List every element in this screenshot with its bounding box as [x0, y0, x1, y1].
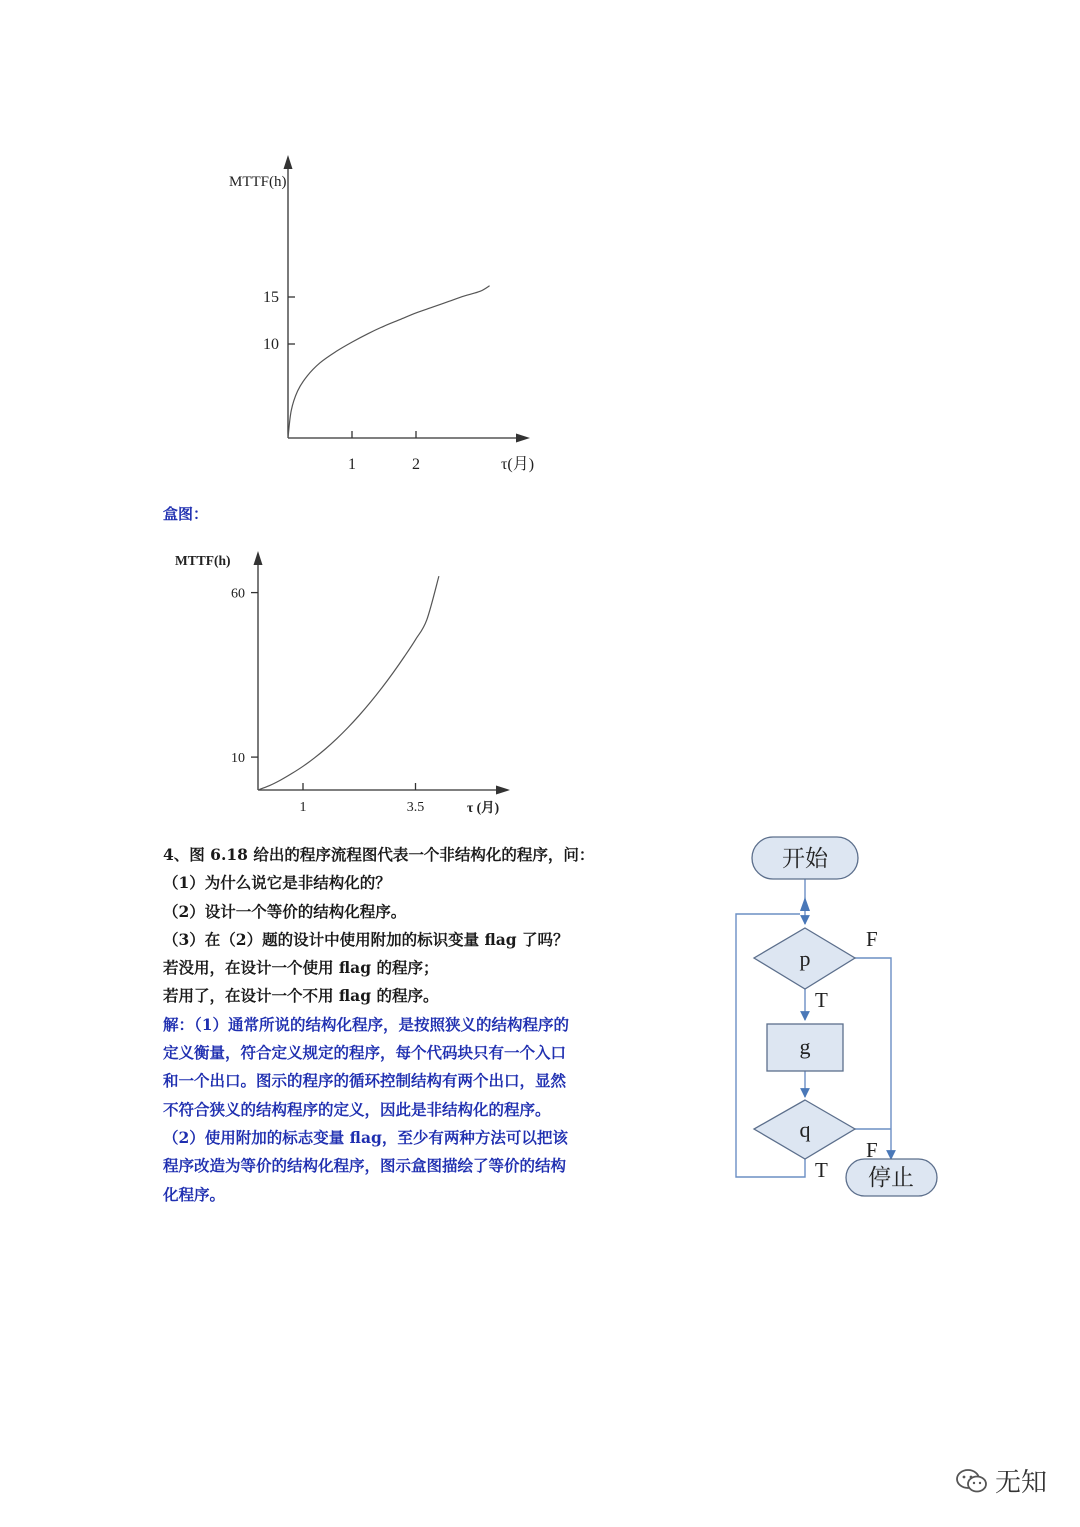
start-label: 开始 [782, 846, 828, 872]
chart1-ytick-label: 10 [263, 336, 279, 353]
decision-q-label: q [799, 1117, 811, 1142]
chart2-ytick-label: 10 [231, 751, 245, 767]
nassi-shneiderman-label: 盒图： [163, 505, 209, 523]
answer-line: 不符合狭义的结构程序的定义，因此是非结构化的程序。 [163, 1099, 551, 1119]
watermark-text: 无知 [995, 1468, 1048, 1498]
stop-label: 停止 [868, 1165, 914, 1191]
question-line: 若用了，在设计一个不用 flag 的程序。 [163, 986, 439, 1006]
chart2-ytick-label: 60 [231, 586, 245, 602]
answer-line: （2）使用附加的标志变量 flag，至少有两种方法可以把该 [163, 1127, 568, 1147]
q-false-label: F [866, 1138, 878, 1162]
chart1-xtick-label: 2 [412, 456, 420, 473]
answer-line: 程序改造为等价的结构化程序，图示盒图描绘了等价的结构 [163, 1156, 567, 1176]
p-true-label: T [815, 988, 828, 1012]
p-false-label: F [866, 927, 878, 951]
wechat-icon [955, 1467, 989, 1495]
chart1-xlabel: τ(月) [501, 456, 535, 473]
answer-line: 定义衡量，符合定义规定的程序，每个代码块只有一个入口 [163, 1043, 567, 1063]
answer-line: 和一个出口。图示的程序的循环控制结构有两个出口，显然 [163, 1071, 567, 1091]
decision-p-label: p [799, 946, 811, 971]
process-g-label: g [799, 1034, 811, 1059]
answer-line: 化程序。 [163, 1184, 226, 1204]
chart2-xlabel: τ (月) [467, 800, 500, 815]
decision-q [754, 1100, 855, 1159]
question-line: （2）设计一个等价的结构化程序。 [163, 901, 407, 921]
start-node [752, 837, 858, 879]
q-true-label: T [815, 1158, 828, 1182]
process-g [767, 1024, 843, 1071]
answer-line: 解：（1）通常所说的结构化程序，是按照狭义的结构程序的 [163, 1014, 570, 1034]
question-line: （1）为什么说它是非结构化的？ [163, 873, 391, 893]
chart1-xtick-label: 1 [348, 456, 356, 473]
chart2-xtick-label: 3.5 [406, 800, 425, 815]
stop-node [846, 1159, 937, 1196]
chart2-ylabel: MTTF(h) [175, 553, 231, 568]
chart2-xtick-label: 1 [299, 800, 307, 815]
chart1-ylabel: MTTF(h) [229, 174, 287, 190]
watermark [955, 1462, 1047, 1499]
chart1-ytick-label: 15 [263, 289, 279, 306]
question-line: 4、图 6.18 给出的程序流程图代表一个非结构化的程序，问： [163, 845, 595, 864]
question-line: 若没用，在设计一个使用 flag 的程序； [163, 958, 439, 978]
decision-p [754, 928, 855, 989]
question-line: （3）在（2）题的设计中使用附加的标识变量 flag 了吗？ [163, 929, 569, 949]
